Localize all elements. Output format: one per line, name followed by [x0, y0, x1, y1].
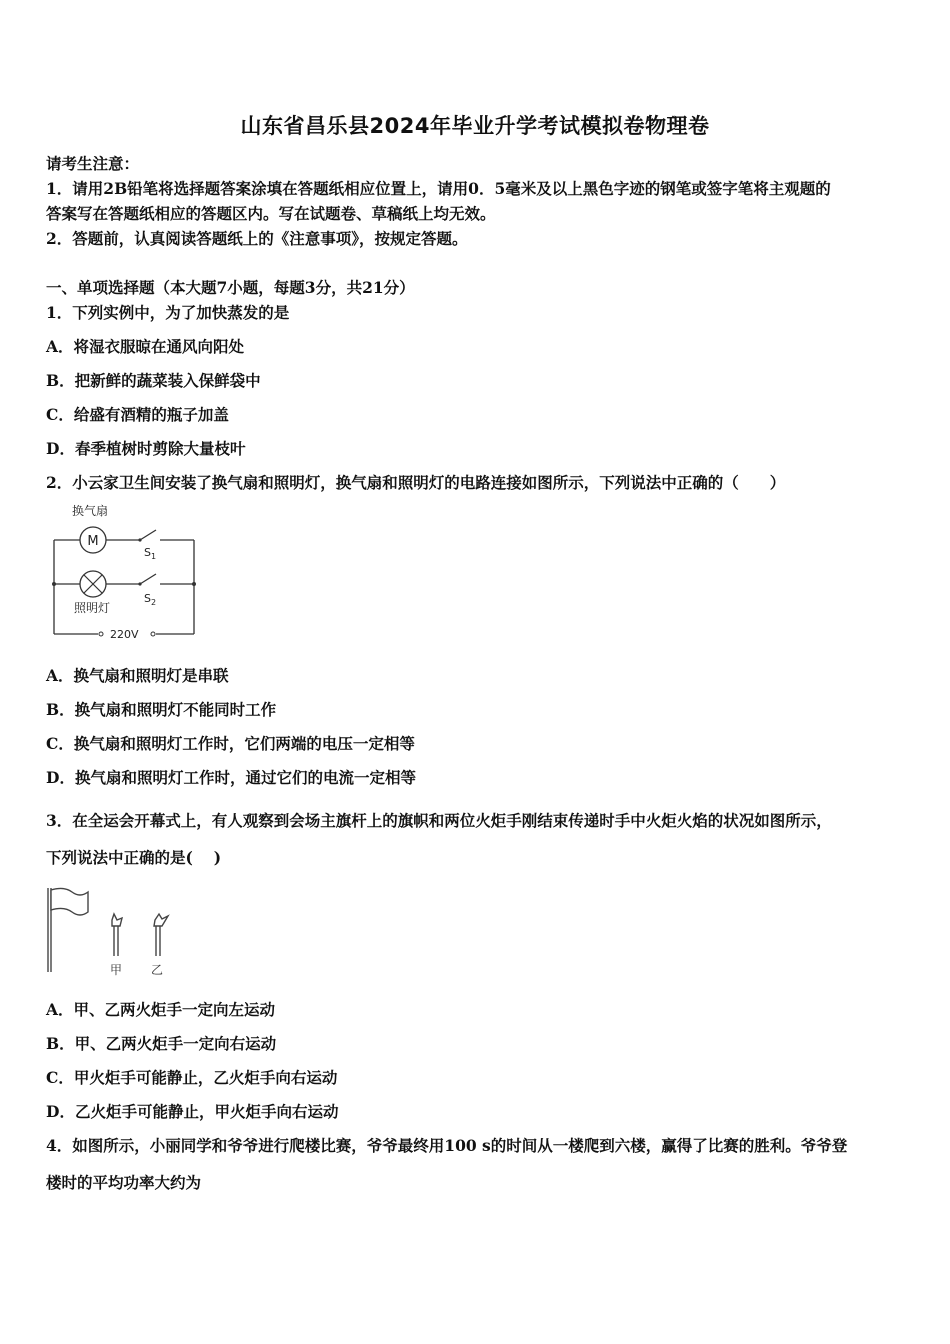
switch-s1-label: $S_1$	[144, 546, 157, 561]
torch-b-label: 乙	[151, 963, 164, 977]
section-heading: 一、单项选择题（本大题7小题，每题3分，共21分）	[46, 278, 415, 297]
circuit-diagram	[48, 500, 208, 648]
notice-item-2: 2．答题前，认真阅读答题纸上的《注意事项》，按规定答题。	[46, 229, 468, 248]
q3-option-a: A．甲、乙两火炬手一定向左运动	[46, 1000, 276, 1019]
q3-option-d: D．乙火炬手可能静止，甲火炬手向右运动	[46, 1102, 339, 1121]
q2-option-c: C．换气扇和照明灯工作时，它们两端的电压一定相等	[46, 734, 415, 753]
fan-label: 换气扇	[72, 504, 109, 518]
q4-stem-line-1: 4．如图所示，小丽同学和爷爷进行爬楼比赛，爷爷最终用100 s的时间从一楼爬到六楼，赢得了比赛的胜利。爷爷登	[46, 1136, 848, 1155]
notice-heading: 请考生注意：	[46, 154, 140, 173]
q2-option-b: B．换气扇和照明灯不能同时工作	[46, 700, 277, 719]
q1-stem: 1．下列实例中，为了加快蒸发的是	[46, 303, 290, 322]
notice-item-1-line-1: 1．请用2B铅笔将选择题答案涂填在答题纸相应位置上，请用0．5毫米及以上黑色字迹的钢笔或签字笔将主观题的	[46, 179, 831, 198]
switch-s2-label: $S_2$	[144, 592, 157, 607]
page-title: 山东省昌乐县2024年毕业升学考试模拟卷物理卷	[240, 114, 710, 138]
q4-stem-line-2: 楼时的平均功率大约为	[46, 1173, 202, 1192]
lamp-symbol	[80, 571, 106, 597]
q2-option-d: D．换气扇和照明灯工作时，通过它们的电流一定相等	[46, 768, 416, 787]
torch-a-label: 甲	[110, 963, 123, 977]
q3-option-b: B．甲、乙两火炬手一定向右运动	[46, 1034, 277, 1053]
voltage-label: 220V	[110, 628, 139, 641]
q3-stem-line-1: 3．在全运会开幕式上，有人观察到会场主旗杆上的旗帜和两位火炬手刚结束传递时手中火炬火焰的状况如图所示，	[46, 811, 832, 830]
q1-option-a: A．将湿衣服晾在通风向阳处	[46, 337, 245, 356]
motor-label: M	[87, 534, 99, 549]
q3-option-c: C．甲火炬手可能静止，乙火炬手向右运动	[46, 1068, 338, 1087]
q1-option-b: B．把新鲜的蔬菜装入保鲜袋中	[46, 371, 261, 390]
q2-stem: 2．小云家卫生间安装了换气扇和照明灯，换气扇和照明灯的电路连接如图所示，下列说法中正确的（ ）	[46, 473, 786, 492]
q1-option-d: D．春季植树时剪除大量枝叶	[46, 439, 246, 458]
q1-option-c: C．给盛有酒精的瓶子加盖	[46, 405, 229, 424]
flag-torch-figure	[42, 884, 182, 979]
lamp-label: 照明灯	[74, 601, 111, 615]
q2-option-a: A．换气扇和照明灯是串联	[46, 666, 229, 685]
q3-stem-line-2: 下列说法中正确的是( )	[46, 848, 222, 867]
notice-item-1-line-2: 答案写在答题纸相应的答题区内。写在试题卷、草稿纸上均无效。	[46, 204, 496, 223]
